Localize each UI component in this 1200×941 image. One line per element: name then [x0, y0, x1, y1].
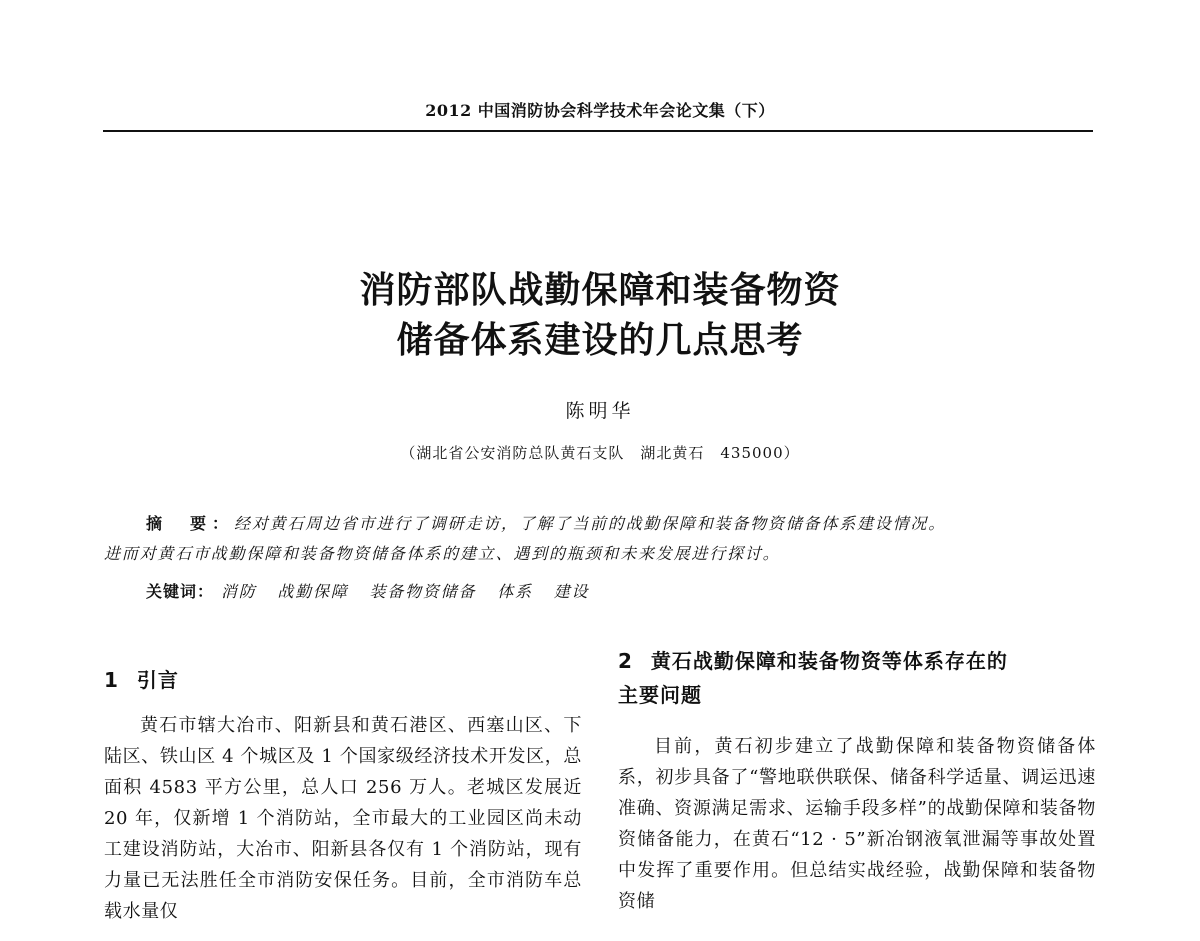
paper-title-line2: 储备体系建设的几点思考: [396, 319, 804, 361]
section2-title-2: 主要问题: [618, 683, 702, 707]
section2-heading: [618, 644, 1098, 712]
keyword: 战勤保障: [277, 582, 349, 601]
keyword: 装备物资储备: [369, 582, 477, 601]
section2-title-1: 黄石战勤保障和装备物资等体系存在的: [650, 649, 1008, 673]
section1-number: 1: [104, 668, 119, 692]
abstract-line1: [104, 509, 1094, 539]
header-rule: [103, 130, 1093, 132]
abstract-label: 摘 要：: [146, 514, 235, 533]
section1-paragraph: 黄石市辖大冶市、阳新县和黄石港区、西塞山区、下陆区、铁山区 4 个城区及 1 个国家级经济技术开发区，总面积 4583 平方公里，总人口 256 万人。老城区发展近 20 年，仅新增 1 个消防站，全市最大的工业园区尚未动工建设消防站，大冶市、阳新县各仅有 1 个消防站，现有力量已无法胜任全市消防安保任务。目前，全市消防车总载水量仅: [104, 715, 582, 922]
section2-paragraph: 目前，黄石初步建立了战勤保障和装备物资储备体系，初步具备了“警地联供联保、储备科学适量、调运迅速准确、资源满足需求、运输手段多样”的战勤保障和装备物资储备能力，在黄石“12 · 5”新冶钢液氧泄漏等事故处置中发挥了重要作用。但总结实战经验，战勤保障和装备物资储: [618, 736, 1096, 912]
keyword: 消防: [220, 582, 257, 601]
section1-title: 引言: [136, 668, 179, 692]
section1-body: [104, 710, 582, 927]
section2-body: [618, 731, 1096, 917]
section2-number: 2: [618, 649, 633, 673]
abstract: [104, 509, 1094, 569]
section1-heading: [104, 664, 179, 693]
paper-title-line1: 消防部队战勤保障和装备物资: [359, 269, 841, 311]
abstract-text-2: 进而对黄石市战勤保障和装备物资储备体系的建立、遇到的瓶颈和未来发展进行探讨。: [104, 544, 781, 563]
section2-heading-line1: [618, 644, 1098, 678]
affiliation: （湖北省公安消防总队黄石支队 湖北黄石 435000）: [400, 444, 800, 462]
keyword: 体系: [497, 582, 533, 601]
running-header: 2012 中国消防协会科学技术年会论文集（下）: [425, 101, 775, 120]
keywords-label: 关键词：: [146, 582, 215, 601]
keywords: [146, 579, 603, 602]
author: 陈明华: [565, 400, 635, 422]
abstract-text-1: 经对黄石周边省市进行了调研走访，了解了当前的战勤保障和装备物资储备体系建设情况。: [234, 514, 947, 533]
keyword: 建设: [553, 582, 590, 601]
